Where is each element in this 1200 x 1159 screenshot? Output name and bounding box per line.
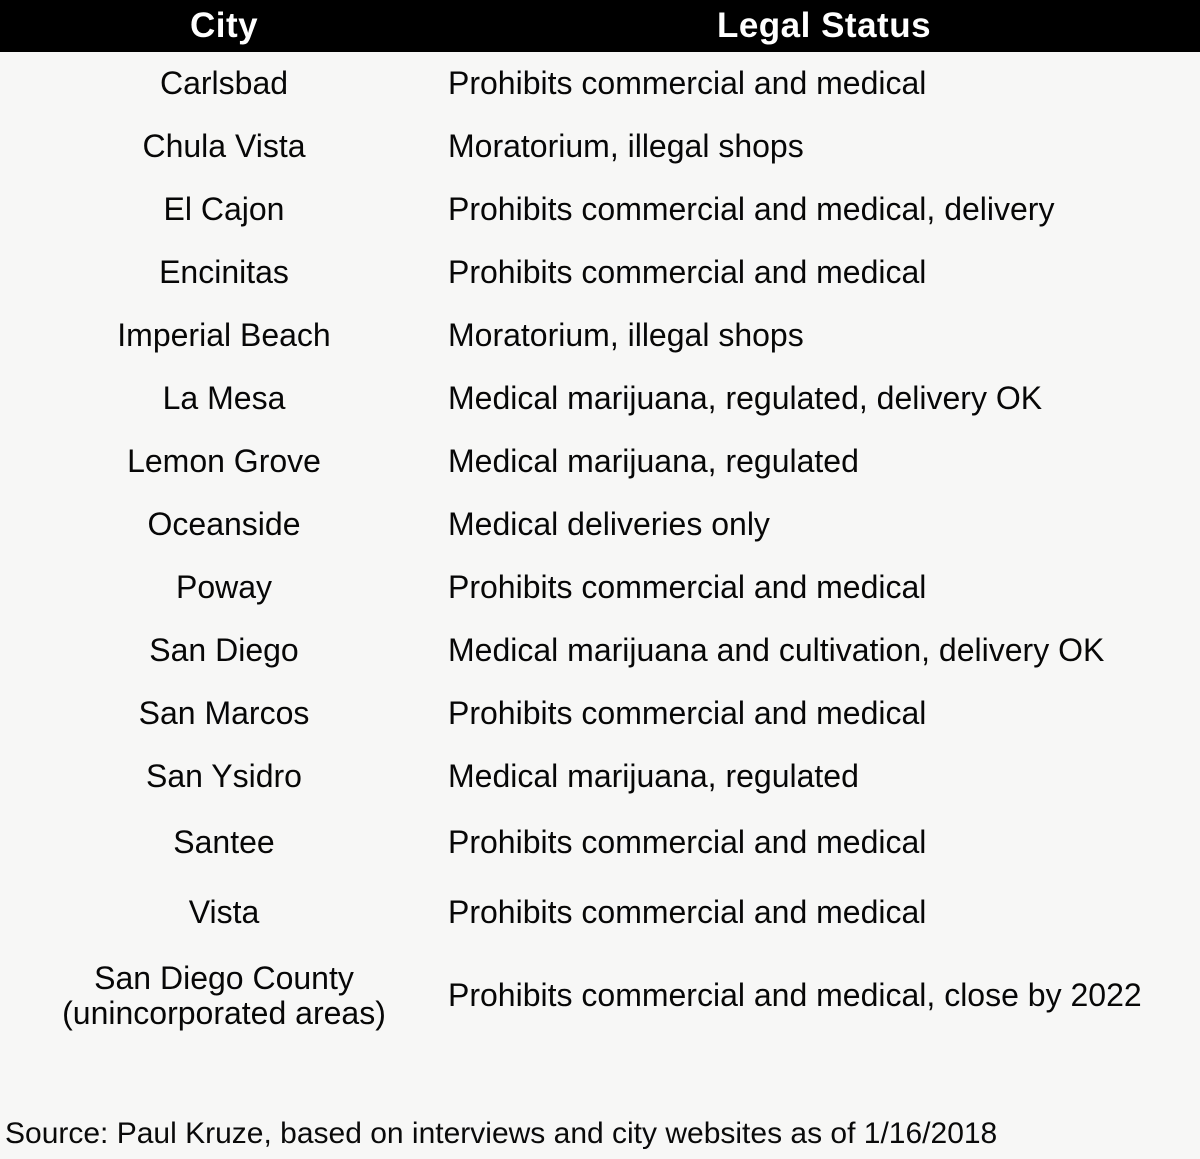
city-cell: Vista <box>188 894 260 931</box>
status-cell: Moratorium, illegal shops <box>448 127 804 164</box>
city-cell: Santee <box>173 824 275 861</box>
city-cell: San Diego <box>149 631 299 668</box>
status-cell: Medical marijuana, regulated, delivery OK <box>448 379 1043 416</box>
source-note: Source: Paul Kruze, based on interviews and city websites as of 1/16/2018 <box>5 1117 998 1150</box>
status-cell: Prohibits commercial and medical, close by 2022 <box>448 977 1142 1014</box>
city-cell: Encinitas <box>159 253 289 290</box>
table-row <box>0 178 1200 241</box>
table-row <box>0 241 1200 304</box>
status-cell: Medical marijuana and cultivation, delivery OK <box>448 631 1105 668</box>
city-cell: San Marcos <box>138 694 310 731</box>
city-cell: Imperial Beach <box>117 316 331 353</box>
table-row <box>0 430 1200 493</box>
header-row <box>0 0 1200 52</box>
table-body <box>0 52 1200 1044</box>
table-row <box>0 52 1200 115</box>
status-cell: Prohibits commercial and medical <box>448 694 927 731</box>
table-row <box>0 367 1200 430</box>
status-cell: Prohibits commercial and medical <box>448 824 927 861</box>
status-cell: Prohibits commercial and medical <box>448 568 927 605</box>
table-row <box>0 878 1200 948</box>
city-cell: Chula Vista <box>142 127 306 164</box>
header-legal-status: Legal Status <box>448 0 1200 52</box>
city-cell: Poway <box>175 568 273 605</box>
status-cell: Moratorium, illegal shops <box>448 316 804 353</box>
table-row <box>0 682 1200 745</box>
city-cell: El Cajon <box>163 190 285 227</box>
city-cell: Oceanside <box>147 505 301 542</box>
table-row <box>0 948 1200 1044</box>
status-cell: Prohibits commercial and medical <box>448 894 927 931</box>
table-row <box>0 556 1200 619</box>
table-row <box>0 493 1200 556</box>
city-cell: San Ysidro <box>146 757 302 794</box>
status-cell: Prohibits commercial and medical <box>448 64 927 101</box>
status-cell: Prohibits commercial and medical, delivery <box>448 190 1055 227</box>
table-row <box>0 745 1200 808</box>
header-city: City <box>0 0 448 52</box>
status-cell: Medical marijuana, regulated <box>448 442 859 479</box>
status-cell: Medical deliveries only <box>448 505 770 542</box>
city-cell: Lemon Grove <box>127 442 321 479</box>
table-row <box>0 619 1200 682</box>
city-cell: San Diego County (unincorporated areas) <box>62 959 386 1031</box>
table-row <box>0 115 1200 178</box>
city-cell: La Mesa <box>162 379 286 416</box>
city-cell: Carlsbad <box>159 64 289 101</box>
table-header <box>0 0 1200 52</box>
status-cell: Medical marijuana, regulated <box>448 757 859 794</box>
status-cell: Prohibits commercial and medical <box>448 253 927 290</box>
table-row <box>0 808 1200 878</box>
table-row <box>0 304 1200 367</box>
